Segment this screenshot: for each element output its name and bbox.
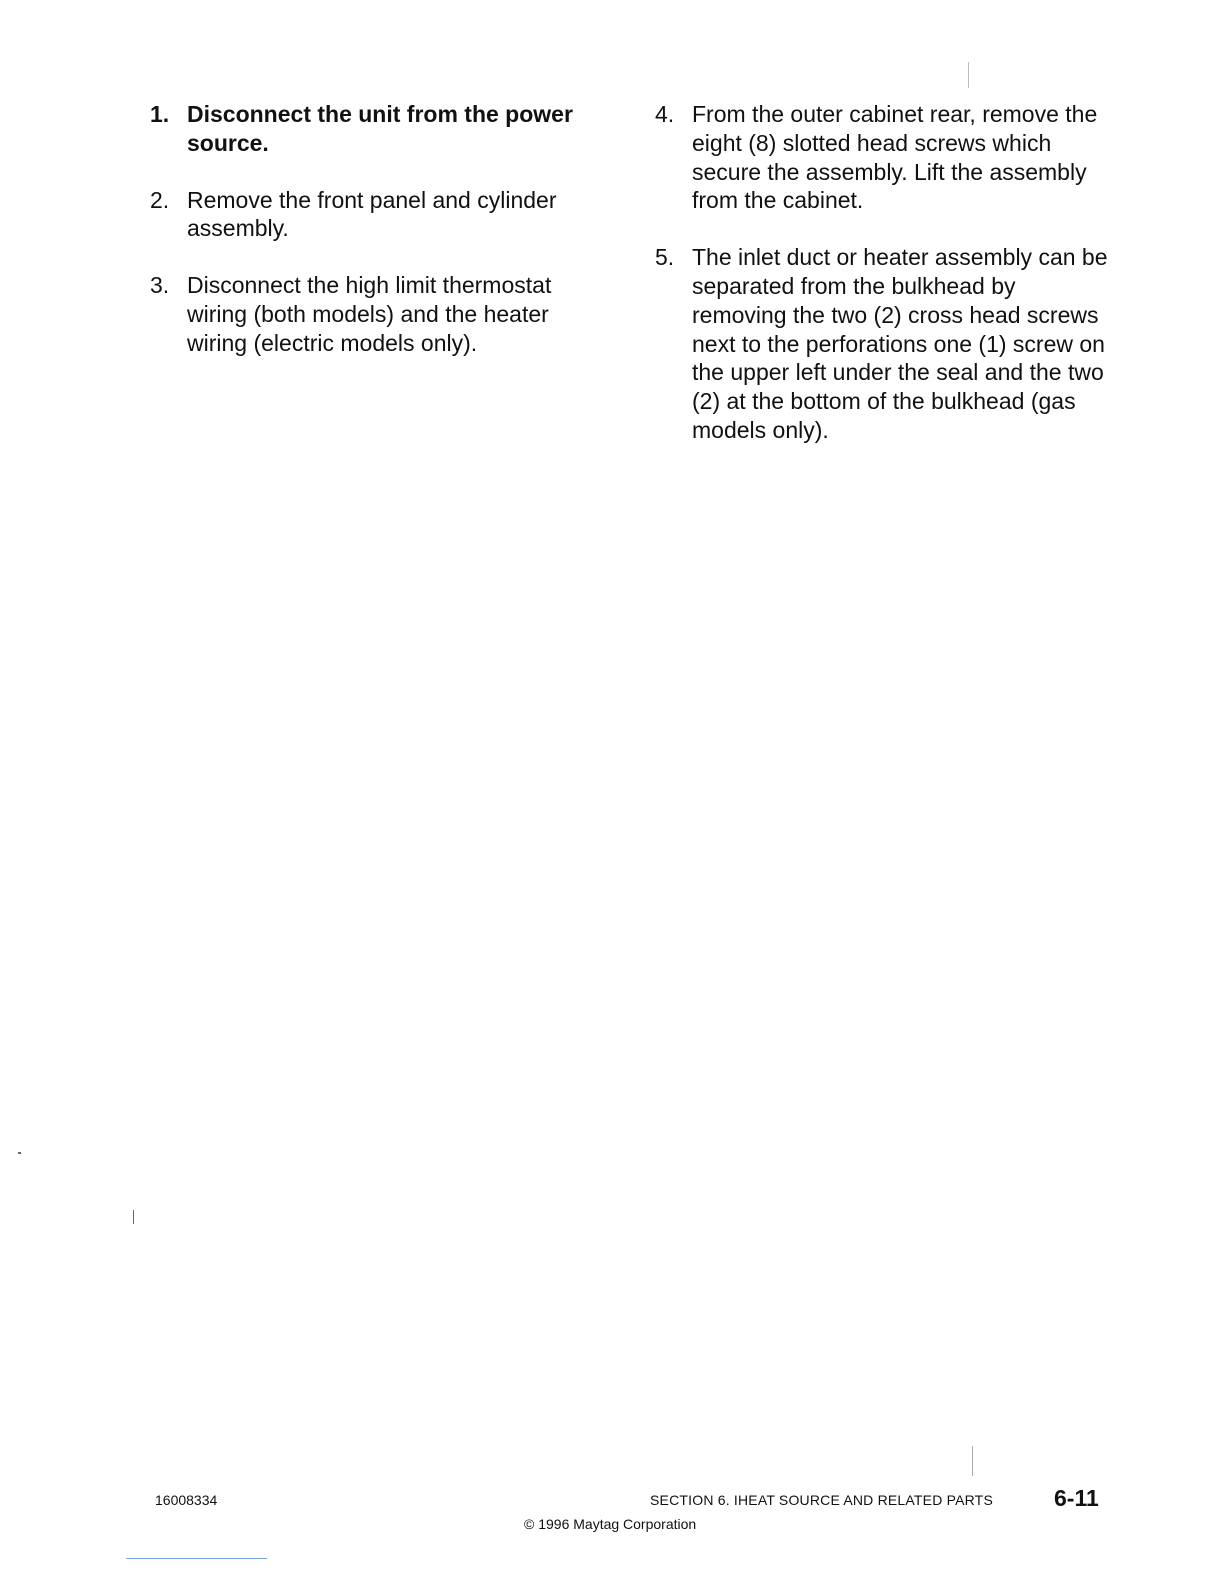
step-number: 3. bbox=[150, 272, 170, 299]
step-text: Remove the front panel and cylinder assembly. bbox=[187, 186, 557, 242]
section-title: SECTION 6. IHEAT SOURCE AND RELATED PARTS bbox=[650, 1492, 993, 1508]
left-column bbox=[150, 100, 580, 386]
step-number: 2. bbox=[150, 186, 170, 213]
scan-speck bbox=[972, 1446, 973, 1476]
right-column bbox=[655, 100, 1115, 473]
step-3 bbox=[150, 271, 580, 357]
step-2 bbox=[150, 186, 580, 244]
step-number: 1. bbox=[150, 101, 170, 127]
step-text: Disconnect the unit from the power source. bbox=[187, 101, 573, 156]
scan-speck bbox=[968, 62, 969, 88]
scan-speck bbox=[133, 1210, 134, 1224]
copyright-notice: © 1996 Maytag Corporation bbox=[524, 1516, 697, 1532]
step-text: Disconnect the high limit thermostat wiring (both models) and the heater wiring (electric models only). bbox=[187, 272, 552, 356]
doc-number: 16008334 bbox=[155, 1492, 218, 1508]
step-text: From the outer cabinet rear, remove the eight (8) slotted head screws which secure the assembly. Lift the assembly from the cabinet. bbox=[692, 101, 1098, 214]
step-number: 5. bbox=[655, 244, 675, 271]
scan-speck bbox=[18, 1152, 21, 1154]
step-text: The inlet duct or heater assembly can be separated from the bulkhead by removing the two (2) cross head screws next to the perforations one (1) screw on the upper left under the seal and the two (2) at the bottom of the bulkhead (gas models only). bbox=[692, 244, 1108, 443]
step-4 bbox=[655, 100, 1115, 215]
step-1 bbox=[150, 100, 580, 158]
step-number: 4. bbox=[655, 101, 675, 127]
scan-artifact-line bbox=[126, 1558, 267, 1559]
page-number: 6-11 bbox=[1054, 1485, 1099, 1511]
step-5 bbox=[655, 243, 1115, 445]
